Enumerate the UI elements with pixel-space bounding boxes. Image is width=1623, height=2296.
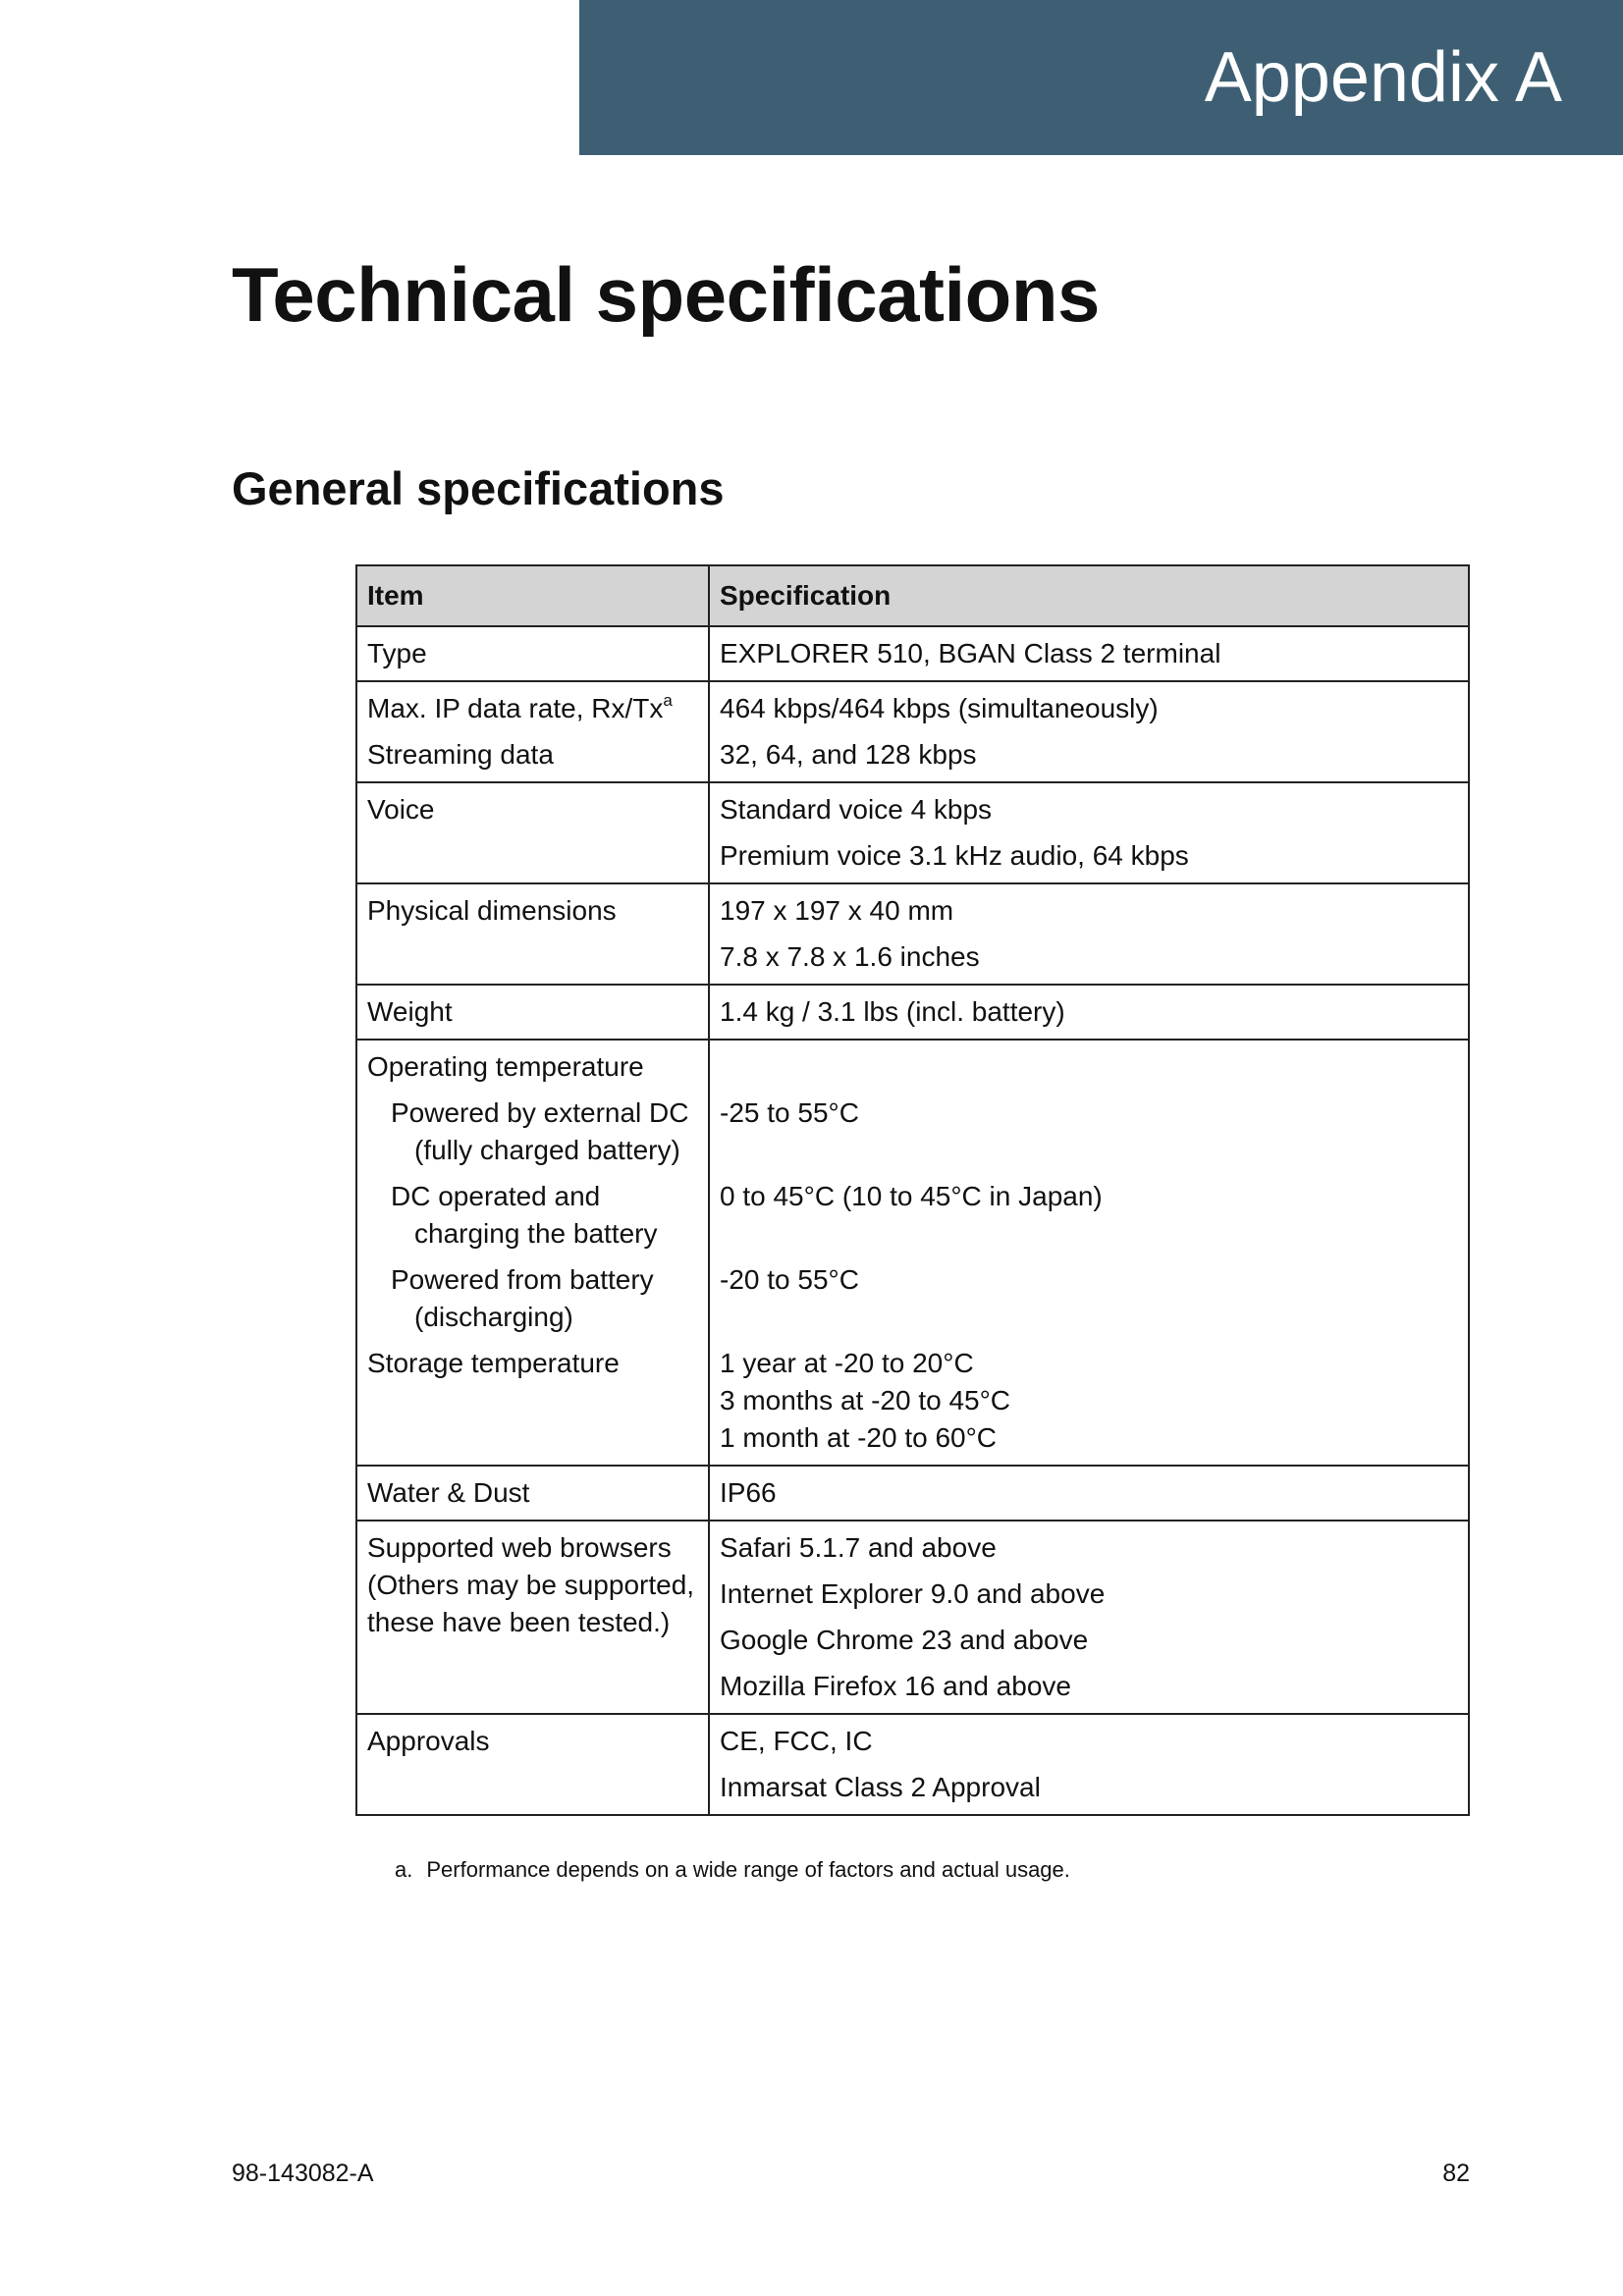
row-value-line: -25 to 55°C	[720, 1097, 859, 1128]
row-label-line: these have been tested.)	[367, 1607, 671, 1637]
row-value-line: 464 kbps/464 kbps (simultaneously)	[720, 693, 1159, 723]
temperature-condition-label: (fully charged battery)	[414, 1135, 680, 1165]
row-value	[709, 1714, 1469, 1815]
row-label: Weight	[356, 985, 709, 1040]
table-row	[356, 1466, 1469, 1521]
row-value-line: Inmarsat Class 2 Approval	[720, 1772, 1041, 1802]
section-title: General specifications	[232, 462, 725, 514]
table-row	[356, 883, 1469, 985]
header-specification: Specification	[709, 565, 1469, 626]
row-value-spacer	[720, 1048, 1458, 1086]
table-row	[356, 1040, 1469, 1466]
row-label: Type	[356, 626, 709, 681]
row-label: Voice	[356, 782, 709, 883]
row-value-line: Safari 5.1.7 and above	[720, 1532, 997, 1563]
row-value-line: 0 to 45°C (10 to 45°C in Japan)	[720, 1181, 1103, 1211]
row-value-spacer	[720, 1299, 1458, 1336]
row-label: Water & Dust	[356, 1466, 709, 1521]
row-label: Physical dimensions	[356, 883, 709, 985]
row-value-line: 1 year at -20 to 20°C	[720, 1348, 974, 1378]
row-value-line: 1 month at -20 to 60°C	[720, 1422, 998, 1453]
temperature-condition-label: charging the battery	[414, 1218, 658, 1249]
temperature-condition-label: (discharging)	[414, 1302, 573, 1332]
row-value-line: 7.8 x 7.8 x 1.6 inches	[720, 941, 980, 972]
page-title: Technical specifications	[232, 251, 1100, 338]
table-row	[356, 1714, 1469, 1815]
row-label-line: Supported web browsers	[367, 1532, 672, 1563]
row-value-line: Mozilla Firefox 16 and above	[720, 1671, 1071, 1701]
document-number: 98-143082-A	[232, 2160, 374, 2187]
operating-temperature-label: Operating temperature	[367, 1051, 644, 1082]
row-label-line: Streaming data	[367, 739, 554, 770]
row-label	[356, 681, 709, 782]
spec-table	[355, 564, 1470, 1816]
row-value-line: Google Chrome 23 and above	[720, 1625, 1089, 1655]
row-value	[709, 1521, 1469, 1714]
row-value-spacer	[720, 1132, 1458, 1169]
table-row	[356, 626, 1469, 681]
page-number: 82	[1442, 2160, 1470, 2187]
row-label-line: (Others may be supported,	[367, 1570, 695, 1600]
table-row	[356, 782, 1469, 883]
footnote-mark: a.	[395, 1857, 413, 1882]
header-item: Item	[356, 565, 709, 626]
footnote-text: Performance depends on a wide range of factors and actual usage.	[426, 1857, 1070, 1882]
row-value	[709, 681, 1469, 782]
row-value-line: Internet Explorer 9.0 and above	[720, 1578, 1106, 1609]
table-header-row	[356, 565, 1469, 626]
row-value-line: 32, 64, and 128 kbps	[720, 739, 977, 770]
temperature-condition-label: Powered from battery	[391, 1264, 654, 1295]
temperature-condition-label: DC operated and	[391, 1181, 601, 1211]
row-value	[709, 782, 1469, 883]
row-value-line: 3 months at -20 to 45°C	[720, 1385, 1011, 1415]
row-value	[709, 1040, 1469, 1466]
row-value-line: Premium voice 3.1 kHz audio, 64 kbps	[720, 840, 1189, 871]
row-value-line: CE, FCC, IC	[720, 1726, 873, 1756]
row-value-line: -20 to 55°C	[720, 1264, 859, 1295]
appendix-banner: Appendix A	[579, 0, 1623, 155]
footnote	[395, 1857, 1070, 1883]
temperature-condition-label: Powered by external DC	[391, 1097, 689, 1128]
table-row	[356, 681, 1469, 782]
row-value	[709, 883, 1469, 985]
footnote-reference: a	[663, 691, 673, 710]
row-value-line: Standard voice 4 kbps	[720, 794, 993, 825]
storage-temperature-label: Storage temperature	[367, 1348, 620, 1378]
row-label-line: Max. IP data rate, Rx/Tx$^a$	[367, 691, 673, 723]
row-label	[356, 1521, 709, 1714]
row-label: Approvals	[356, 1714, 709, 1815]
row-value: IP66	[709, 1466, 1469, 1521]
row-value-spacer	[720, 1215, 1458, 1253]
row-value-line: 197 x 197 x 40 mm	[720, 895, 954, 926]
table-row	[356, 985, 1469, 1040]
table-row	[356, 1521, 1469, 1714]
row-value: EXPLORER 510, BGAN Class 2 terminal	[709, 626, 1469, 681]
row-label	[356, 1040, 709, 1466]
row-value: 1.4 kg / 3.1 lbs (incl. battery)	[709, 985, 1469, 1040]
